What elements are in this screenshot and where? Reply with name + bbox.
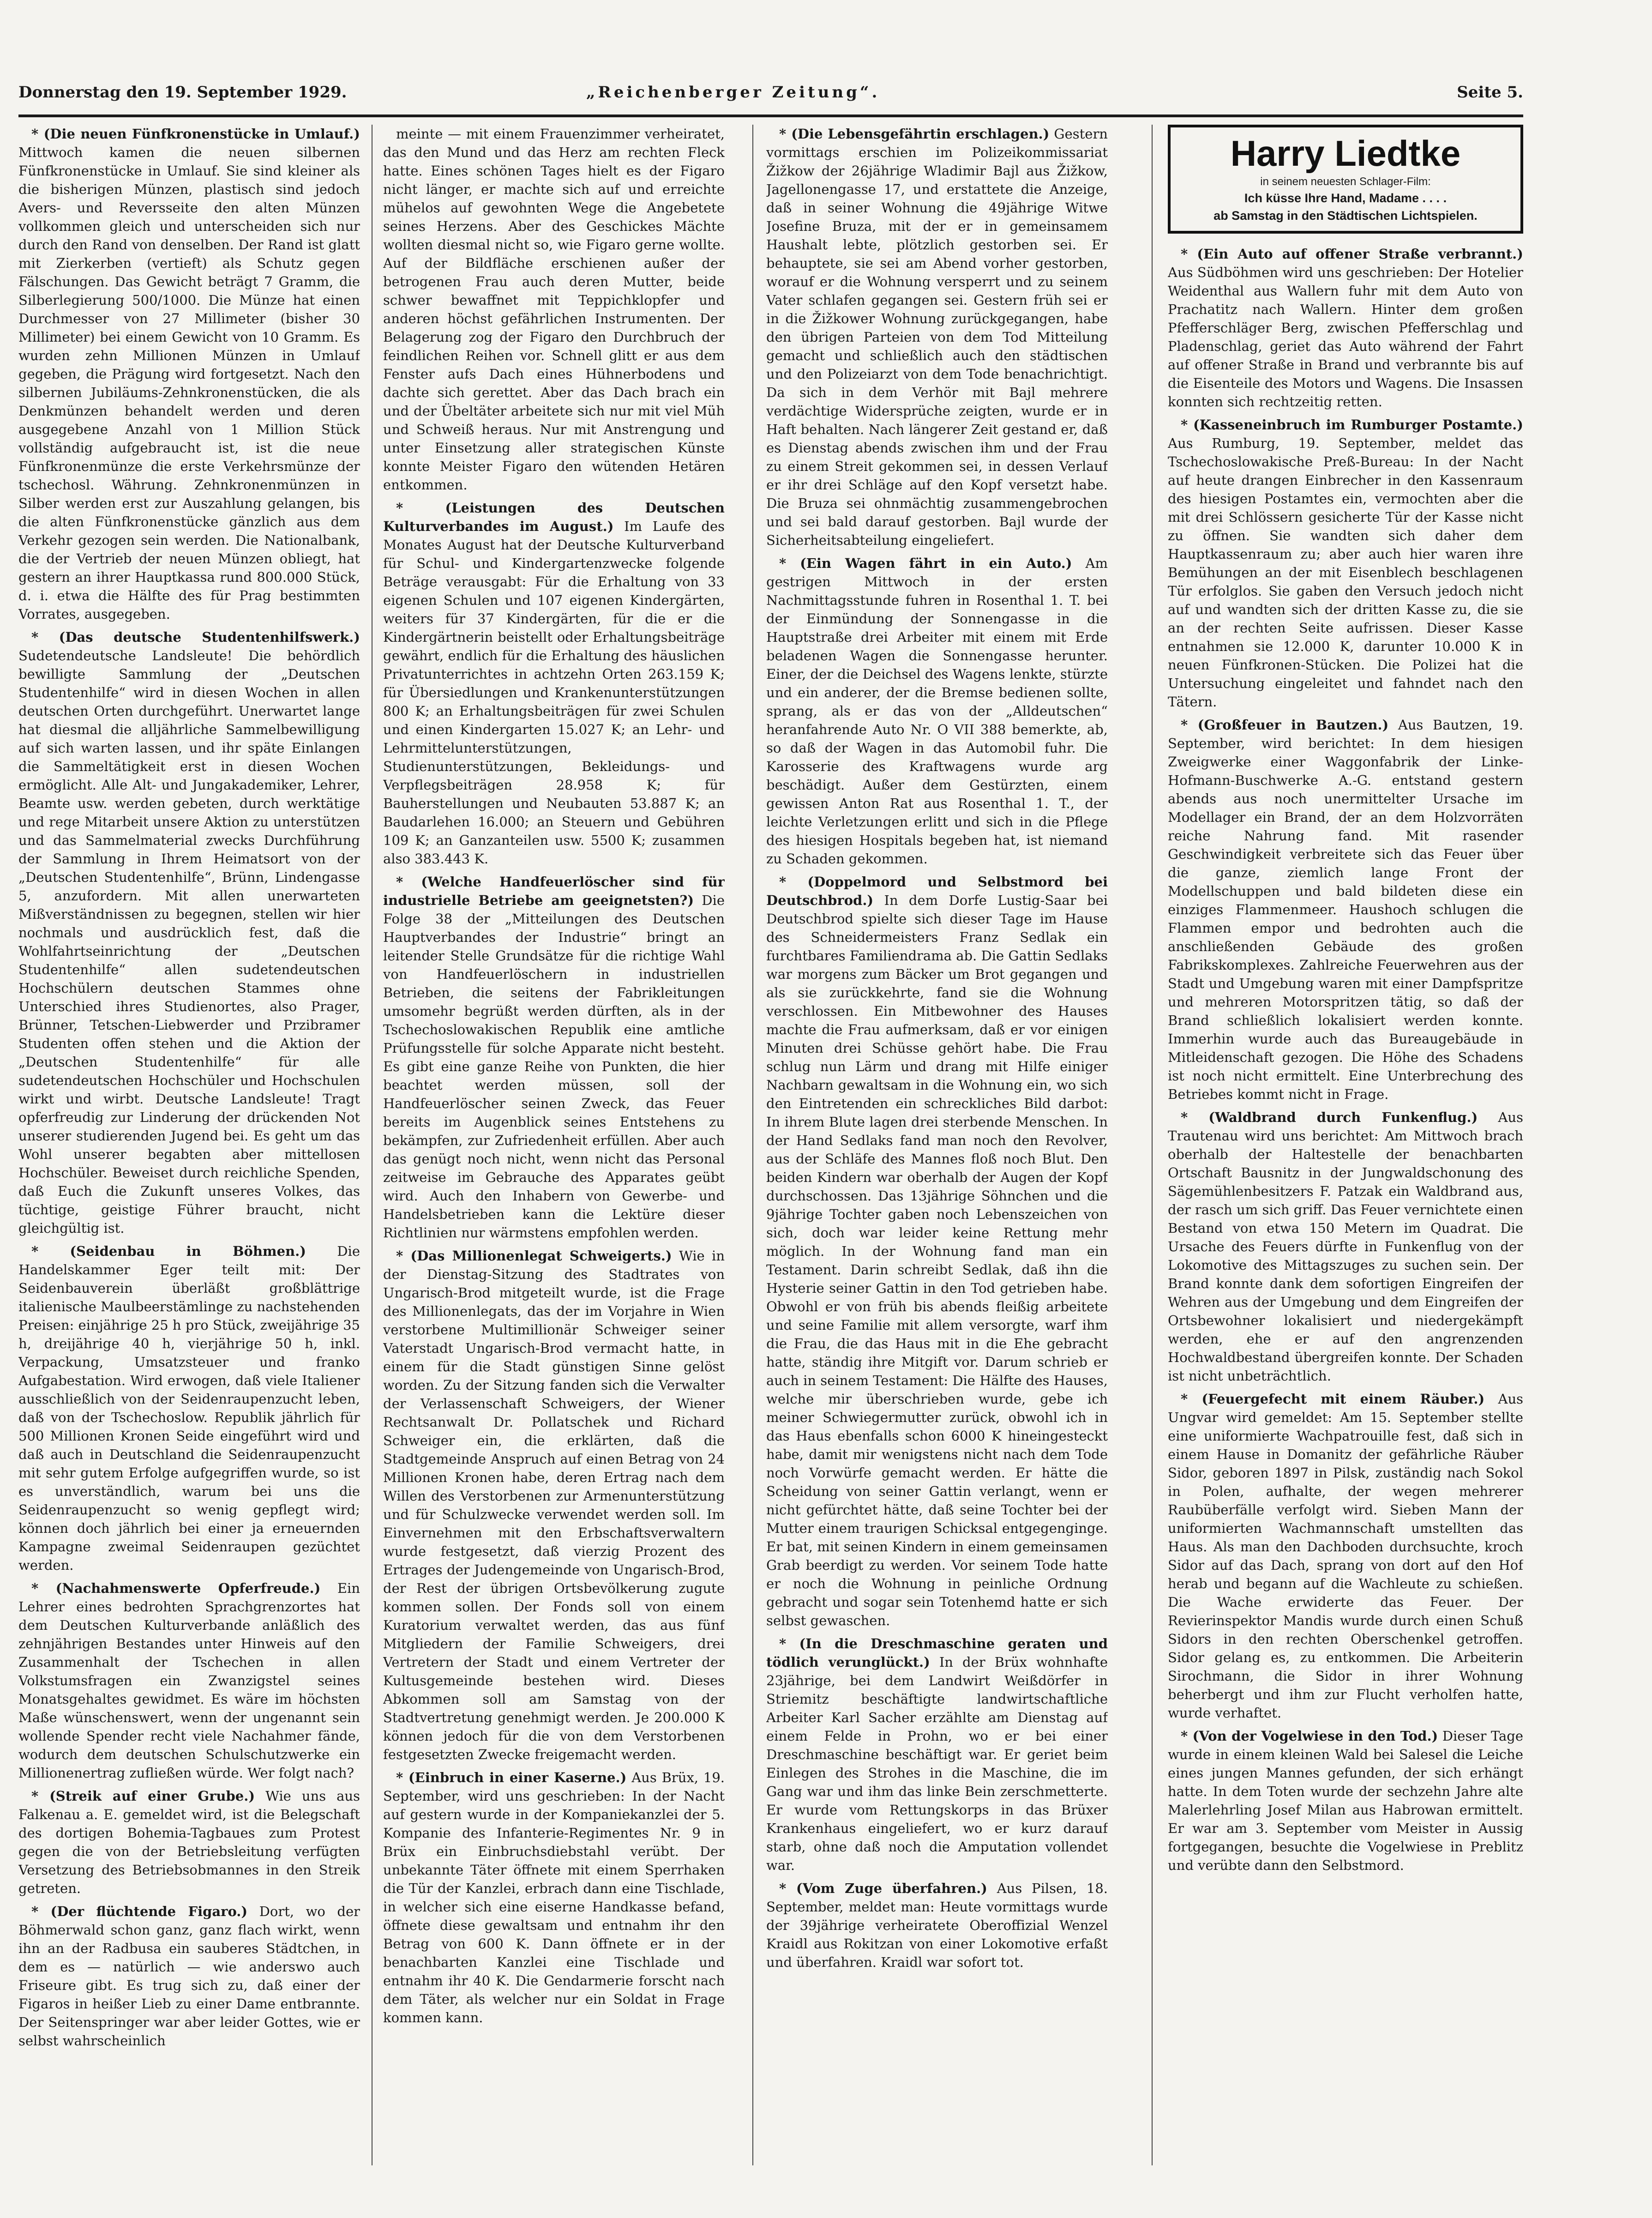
article bbox=[1168, 245, 1523, 411]
ad-subtitle: in seinem neuesten Schlager-Film: bbox=[1260, 175, 1431, 188]
page-header bbox=[18, 83, 1523, 111]
article-headline: * (Kasseneinbruch im Rumburger Postamte.) bbox=[1181, 417, 1523, 433]
article-body: Aus Brüx, 19. September, wird uns geschrieben: In der Nacht auf gestern wurde in der Kompaniekanzlei der 5. Kompanie des Infanterie-Regimentes Nr. 9 in Brüx ein Einbruchsdiebstahl verübt. Der unbekannte Täter öffnete mit einem Sperrhaken die Tür der Kanzlei, erbrach dann eine Tischlade, in welcher sich eine eiserne Handkasse befand, öffnete diese gewaltsam und entnahm ihr den Betrag von 600 K. Dann öffnete er in der benachbarten Kanzlei eine Tischlade und entnahm ihr 40 K. Die Gendarmerie forscht nach dem Täter, als welcher nur ein Soldat in Frage kommen kann. bbox=[383, 1770, 725, 2025]
article-body: Im Laufe des Monates August hat der Deutsche Kulturverband für Schul- und Kindergartenzwecke folgende Beträge verausgabt: Für die Erhaltung von 33 eigenen Schulen und 107 eigenen Kindergärten, weiters für 37 Kindergärten, für die er die Kindergärtnerin beistellt oder Erhaltungsbeiträge gewährt, endlich für die Erhaltung des häuslichen Privatunterrichtes in achtzehn Orten 263.159 K; für Übersiedlungen und Krankenunterstützungen 800 K; an Erhaltungsbeiträgen für zwei Schulen und einen Kindergarten 15.027 K; an Lehr- und Lehrmittelunterstützungen, Studienunterstützungen, Bekleidungs- und Verpflegsbeiträgen 28.958 K; für Bauherstellungen und Neubauten 53.887 K; an Baudarlehen 16.000; an Steuern und Gebühren 109 K; an Ganzanteilen usw. 5500 K; zusammen also 383.443 K. bbox=[383, 518, 725, 867]
article-headline: * (Die neuen Fünfkronenstücke in Umlauf.) bbox=[31, 126, 360, 142]
article bbox=[1168, 1108, 1523, 1385]
ad-showtime: ab Samstag in den Städtischen Lichtspielen. bbox=[1213, 209, 1478, 223]
article bbox=[766, 125, 1108, 549]
article bbox=[383, 125, 725, 494]
article bbox=[18, 1579, 360, 1782]
article-headline: * (Doppelmord und Selbstmord bei Deutschbrod.) bbox=[766, 874, 1108, 908]
article-body: Gestern vormittags erschien im Polizeikommissariat Žižkow der 26jährige Wladimir Bajl aus Žižkow, Jagellonengasse 17, und erstattete die Anzeige, daß in seiner Wohnung die 49jährige Witwe Josefine Bruza, mit der er in gemeinsamem Haushalt lebte, plötzlich gestorben sei. Er behauptete, sie sei am Abend vorher gestorben, worauf er die Wohnung versperrt und zu seinem Vater schlafen gegangen sei. Gestern früh sei er in die Žižkower Wohnung zurückgegangen, habe den übrigen Parteien von dem Tod Mitteilung gemacht und schließlich auch den städtischen und den Polizeiarzt von dem Tode benachrichtigt. Da sich in dem Verhör mit Bajl mehrere verdächtige Widersprüche zeigten, wurde er in Haft behalten. Nach längerer Zeit gestand er, daß es Dienstag abends zwischen ihm und der Frau zu einem Streit gekommen sei, in dessen Verlauf er ihr drei Schläge auf den Kopf versetzt habe. Die Bruza sei ohnmächtig zusammengebrochen und sei bald darauf gestorben. Bajl wurde der Sicherheitsabteilung eingeliefert. bbox=[766, 126, 1108, 548]
article bbox=[766, 1634, 1108, 1874]
article-body: Aus Ungvar wird gemeldet: Am 15. September stellte eine uniformierte Wachpatrouille fest, daß sich in einem Hause in Domanitz der gefährliche Räuber Sidor, geboren 1897 in Pilsk, zuständig nach Sokol in Polen, aufhalte, der wegen mehrerer Raubüberfälle verfolgt wird. Sieben Mann der uniformierten Wachmannschaft umstellten das Haus. Als man den Dachboden durchsuchte, kroch Sidor auf das Dach, sprang von dort auf den Hof herab und begann auf die Wachleute zu schießen. Die Wache erwiderte das Feuer. Der Revierinspektor Mandis wurde durch einen Schuß Sidors in den rechten Oberschenkel getroffen. Sidor gelang es, zu entkommen. Die Arbeiterin Sirochmann, die Sidor in ihrer Wohnung beherbergt und ihm zur Flucht verholfen hatte, wurde verhaftet. bbox=[1168, 1391, 1523, 1721]
article-body: In der Brüx wohnhafte 23jährige, bei dem Landwirt Weißdörfer in Striemitz beschäftigte landwirtschaftliche Arbeiter Karl Sacher erzählte am Dienstag auf einem Felde in Prohn, wo er bei einer Dreschmaschine beschäftigt war. Er geriet beim Einlegen des Strohes in die Maschine, die im Gang war und ihm das linke Bein zerschmetterte. Er wurde vom Rettungskorps in das Brüxer Krankenhaus eingeliefert, wo er kurz darauf starb, ohne daß noch die Amputation vollendet war. bbox=[766, 1654, 1108, 1873]
article bbox=[383, 499, 725, 868]
article-headline: * (In die Dreschmaschine geraten und tödlich verunglückt.) bbox=[766, 1636, 1108, 1670]
column-divider bbox=[752, 125, 753, 2165]
article-body: Wie uns aus Falkenau a. E. gemeldet wird, ist die Belegschaft des dortigen Bohemia-Tagbaues zum Protest gegen die von der Betriebsleitung verfügten Versetzung des Betriebsobmannes in den Streik getreten. bbox=[18, 1788, 360, 1896]
article bbox=[18, 125, 360, 623]
column-4-articles bbox=[1168, 245, 1523, 1874]
column-divider bbox=[1152, 125, 1153, 2165]
article bbox=[383, 873, 725, 1242]
article-body: Dieser Tage wurde in einem kleinen Wald bei Salesel die Leiche eines jungen Mannes gefunden, der sich erhängt hatte. In dem Toten wurde der sechzehn Jahre alte Malerlehrling Josef Milan aus Habrowan ermittelt. Er war am 3. September vom Meister in Aussig fortgegangen, besuchte die Vogelwiese in Preblitz und verübte dann den Selbstmord. bbox=[1168, 1728, 1523, 1873]
article-headline: * (Seidenbau in Böhmen.) bbox=[31, 1243, 306, 1259]
article bbox=[1168, 1727, 1523, 1874]
column-3 bbox=[766, 125, 1108, 2165]
article bbox=[18, 1902, 360, 2050]
article-body: Aus Bautzen, 19. September, wird berichtet: In dem hiesigen Zweigwerke einer Waggonfabrik der Linke-Hofmann-Buschwerke A.-G. entstand gestern abends aus noch unermittelter Ursache im Modellager ein Brand, der an dem Holzvorräten reiche Nahrung fand. Mit rasender Geschwindigkeit verbreitete sich das Feuer über die ganze, ziemlich lange Front der Modellschuppen und bald bildeten diese ein einziges Flammenmeer. Haushoch schlugen die Flammen empor und bedrohten auch die anschließenden Gebäude des großen Fabrikskomplexes. Zahlreiche Feuerwehren aus der Stadt und Umgebung waren mit einer Dampfspritze und mehreren Motorspritzen tätig, so daß der Brand schließlich lokalisiert werden konnte. Immerhin wurde auch das Bureaugebäude in Mitleidenschaft gezogen. Die Höhe des Schadens ist noch nicht ermittelt. Eine Unterbrechung des Betriebes kommt nicht in Frage. bbox=[1168, 717, 1523, 1102]
article-body: Sudetendeutsche Landsleute! Die behördlich bewilligte Sammlung der „Deutschen Studentenhilfe“ wird in diesen Wochen in allen deutschen Orten durchgeführt. Unerwartet lange hat diesmal die alljährliche Sammelbewilligung auf sich warten lassen, und ihr späte Einlangen die Sammeltätigkeit erst in diesen Wochen ermöglicht. Alle Alt- und Jungakademiker, Lehrer, Beamte usw. werden gebeten, durch werktätige und rege Mitarbeit unsere Aktion zu unterstützen und das Sammelmaterial zwecks Durchführung der Sammlung in Ihrem Heimatsort von der „Deutschen Studentenhilfe“, Brünn, Lindengasse 5, anzufordern. Mit allen unerwarteten Mißverständnissen zu begegnen, stellen wir hier nochmals und ausdrücklich fest, daß die Wohlfahrtseinrichtung der „Deutschen Studentenhilfe“ allen sudetendeutschen Hochschülern deutschen Stammes ohne Unterschied ihres Studienortes, also Prager, Brünner, Tetschen-Liebwerder und Przibramer Studenten offen stehen und die Aktion der „Deutschen Studentenhilfe“ für alle sudetendeutschen Hochschüler und Hochschulen wirkt und wirbt. Deutsche Landsleute! Tragt opferfreudig zur Linderung der drückenden Not unserer studierenden Jugend bei. Es geht um das Wohl unserer begabten aber mittellosen Hochschüler. Beweiset durch reichliche Spenden, daß Euch die Zukunft unseres Volkes, das tüchtige, geistige Führer braucht, nicht gleichgültig ist. bbox=[18, 648, 360, 1236]
header-paper-name: „Reichenberger Zeitung“. bbox=[586, 83, 880, 102]
article-headline: * (Waldbrand durch Funkenflug.) bbox=[1181, 1109, 1478, 1125]
article-headline: * (Vom Zuge überfahren.) bbox=[779, 1880, 987, 1896]
article bbox=[18, 1242, 360, 1574]
article bbox=[1168, 716, 1523, 1103]
article-headline: * (Von der Vogelwiese in den Tod.) bbox=[1181, 1728, 1438, 1744]
header-rule bbox=[18, 115, 1523, 117]
newspaper-page bbox=[18, 28, 1597, 2188]
article bbox=[766, 554, 1108, 868]
article-body: Aus Pilsen, 18. September, meldet man: Heute vormittags wurde der 39jährige verheiratete Oberoffizial Wenzel Kraidl aus Rokitzan von einer Lokomotive erfaßt und überfahren. Kraidl war sofort tot. bbox=[766, 1880, 1108, 1970]
article-headline: * (Ein Wagen fährt in ein Auto.) bbox=[779, 555, 1072, 571]
article-body: Ein Lehrer eines bedrohten Sprachgrenzortes hat dem Deutschen Kulturverbande anläßlich des zehnjährigen Bestandes unter Hinweis auf den Zusammenhalt der Tschechen in allen Volkstumsfragen ein Zwanzigstel seines Monatsgehaltes gewidmet. Es wäre im höchsten Maße wünschenswert, wenn der ungenannt sein wollende Spender recht viele Nachahmer fände, wodurch dem deutschen Schulschutzwerke ein Millionenertrag zufließen würde. Wer folgt nach? bbox=[18, 1580, 360, 1781]
article bbox=[18, 628, 360, 1237]
column-2 bbox=[383, 125, 725, 2165]
article-body: Aus Südböhmen wird uns geschrieben: Der Hotelier Weidenthal aus Wallern fuhr mit dem Auto von Prachatitz nach Wallern. Hinter dem großen Pfefferschläger Berg, zwischen Pfefferschlag und Pladenschlag, geriet das Auto während der Fahrt auf offener Straße in Brand und verbrannte bis auf die Eisenteile des Motors und Wagens. Die Insassen konnten sich rechtzeitig retten. bbox=[1168, 265, 1523, 410]
article-body: Aus Rumburg, 19. September, meldet das Tschechoslowakische Preß-Bureau: In der Nacht auf heute drangen Einbrecher in den Kassenraum des hiesigen Postamtes ein, vermochten aber die mit drei Schlössern gesicherte Tür der Kasse nicht zu öffnen. Sie wandten sich daher dem Hauptkassenraum zu; aber auch hier waren ihre Bemühungen an der mit Eisenblech beschlagenen Tür erfolglos. Sie gaben den Versuch jedoch nicht auf und wandten sich der dritten Kasse zu, die sie an der rechten Seite aufrissen. Dieser Kasse entnahmen sie 12.000 K, darunter 10.000 K in neuen Fünfkronen-Stücken. Die Polizei hat die Untersuchung eingeleitet und fahndet nach den Tätern. bbox=[1168, 435, 1523, 710]
article-headline: * (Feuergefecht mit einem Räuber.) bbox=[1181, 1391, 1485, 1407]
article-body: meinte — mit einem Frauenzimmer verheiratet, das den Mund und das Herz am rechten Fleck hatte. Eines schönen Tages hielt es der Figaro nicht länger, er machte sich auf und erreichte mühelos auf gewohnten Wege die Angebetete seines Herzens. Aber des Geschickes Mächte wollten diesmal nicht so, wie Figaro gerne wollte. Auf der Bildfläche erschienen außer der betrogenen Frau auch deren Mutter, beide schwer bewaffnet mit Teppichklopfer und anderen höchst gefährlichen Instrumenten. Der Belagerung zog der Figaro den Durchbruch der feindlichen Reihen vor. Schnell glitt er aus dem Fenster aufs Dach eines Hühnerbodens und dachte sich gerettet. Aber das Dach brach ein und der Übeltäter arbeitete sich nur mit viel Müh und Schweiß heraus. Nur mit Anstrengung und unter Einsetzung aller strategischen Künste konnte Meister Figaro den wütenden Hetären entkommen. bbox=[383, 126, 725, 493]
ad-actor-name: Harry Liedtke bbox=[1230, 133, 1461, 174]
article-body: Wie in der Dienstag-Sitzung des Stadtrates von Ungarisch-Brod mitgeteilt wurde, ist die Frage des Millionenlegats, das der im Vorjahre in Wien verstorbene Multimillionär Schweiger seiner Vaterstadt Ungarisch-Brod vermacht hatte, in einem für die Stadt günstigen Sinne gelöst worden. Zu der Sitzung fanden sich die Verwalter der Verlassenschaft Schweigers, der Wiener Rechtsanwalt Dr. Pollatschek und Richard Schweiger ein, die erklärten, daß die Stadtgemeinde Anspruch auf einen Betrag von 24 Millionen Kronen habe, deren Ertrag nach dem Willen des Verstorbenen zur Armenunterstützung und für Schulzwecke verwendet werden soll. Im Einvernehmen mit den Erbschaftsverwaltern wurde festgesetzt, daß vierzig Prozent des Ertrages der Judengemeinde von Ungarisch-Brod, der Rest der übrigen Ortsbevölkerung zugute kommen sollen. Der Fonds soll von einem Kuratorium verwaltet werden, das aus fünf Mitgliedern der Familie Schweigers, drei Vertretern der Stadt und einem Vertreter der Kultusgemeinde bestehen wird. Dieses Abkommen soll am Samstag von der Stadtvertretung genehmigt werden. Je 200.000 K können jedoch für die von dem Verstorbenen festgesetzten Zwecke freigemacht werden. bbox=[383, 1248, 725, 1762]
article-headline: * (Das Millionenlegat Schweigerts.) bbox=[396, 1248, 672, 1264]
article-body: Am gestrigen Mittwoch in der ersten Nachmittagsstunde fuhren in Rosenthal 1. T. bei der Einmündung der Sonnengasse in die Hauptstraße drei Arbeiter mit einem mit Erde beladenen Wagen die Sonnengasse herunter. Einer, der die Deichsel des Wagens lenkte, stürzte und ein anderer, der die Bremse bedienen sollte, sprang, als er das von der „Alldeutschen“ heranfahrende Auto Nr. O VII 388 bemerkte, ab, so daß der Wagen in das Automobil fuhr. Die Karosserie des Kraftwagens wurde arg beschädigt. Außer dem Gestürzten, einem gewissen Anton Rat aus Rosenthal 1. T., der leichte Verletzungen erlitt und sich in die Pflege des hiesigen Hospitals begeben hat, ist niemand zu Schaden gekommen. bbox=[766, 555, 1108, 867]
article bbox=[1168, 416, 1523, 711]
article-body: In dem Dorfe Lustig-Saar bei Deutschbrod spielte sich dieser Tage im Hause des Schneidermeisters Franz Sedlak ein furchtbares Familiendrama ab. Die Gattin Sedlaks war morgens zum Bäcker um Brot gegangen und als sie zurückkehrte, fand sie die Wohnung verschlossen. Ein Mitbewohner des Hauses machte die Frau aufmerksam, daß er vor einigen Minuten drei Schüsse gehört habe. Die Frau schlug nun Lärm und drang mit Hilfe einiger Nachbarn gewaltsam in die Wohnung ein, wo sich den Eintretenden ein schreckliches Bild darbot: In ihrem Blute lagen drei sterbende Menschen. In der Hand Sedlaks fand man noch den Revolver, aus der Schläfe des Mannes floß noch Blut. Den beiden Kindern war oberhalb der Augen der Kopf durchschossen. Das 13jährige Söhnchen und die 9jährige Tochter gaben noch Lebenszeichen von sich, doch war leider keine Rettung mehr möglich. In der Wohnung fand man ein Testament. Darin schreibt Sedlak, daß ihn die Hysterie seiner Gattin in den Tod getrieben habe. Obwohl er von früh bis abends fleißig arbeitete und seine Familie mit allem versorgte, warf ihm die Frau, die das Haus mit in die Ehe gebracht hatte, ständig ihre Mitgift vor. Darum schrieb er auch in seinem Testament: Die Hälfte des Hauses, welche mir überschrieben wurde, gebe ich meiner Schwiegermutter zurück, obwohl ich in das Haus ebenfalls schon 6000 K hineingesteckt habe, damit mir wenigstens nicht nach dem Tode noch Vorwürfe gemacht werden. Er hätte die Scheidung von seiner Gattin verlangt, wenn er nicht gefürchtet hätte, daß seine Tochter bei der Mutter einem traurigen Schicksal entgegenginge. Er bat, mit seinen Kindern in einem gemeinsamen Grab beerdigt zu werden. Vor seinem Tode hatte er noch die Wohnung in peinliche Ordnung gebracht und sogar sein Totenhemd hatte er sich selbst gewaschen. bbox=[766, 892, 1108, 1628]
article-body: Dort, wo der Böhmerwald schon ganz, ganz flach wirkt, wenn ihn an der Radbusa ein sauberes Städtchen, in dem es — natürlich — wie anderswo auch Friseure gibt. Es trug sich zu, daß einer der Figaros in heißer Lieb zu einer Dame entbrannte. Der Seitenspringer war aber leider Gottes, wie er selbst wahrscheinlich bbox=[18, 1904, 360, 2049]
column-4 bbox=[1168, 125, 1523, 2165]
article-body: Die Handelskammer Eger teilt mit: Der Seidenbauverein überläßt großblättrige italienische Maulbeerstämlinge zu nachstehenden Preisen: einjährige 25 h pro Stück, zweijährige 35 h, dreijährige 40 h, vierjährige 50 h, inkl. Verpackung, Umsatzsteuer und franko Aufgabestation. Wird erwogen, daß viele Italiener ausschließlich von der Seidenraupenzucht leben, daß von der Tschechoslow. Republik jährlich für 500 Millionen Kronen Seide eingeführt wird und daß auch in Deutschland die Seidenraupenzucht mit sehr gutem Erfolge aufgegriffen wurde, so ist es unverständlich, warum bei uns die Seidenraupenzucht so wenig gepflegt wird; können doch jährlich bei einer ja erneuernden Kampagne zweimal Seidenraupen gezüchtet werden. bbox=[18, 1243, 360, 1573]
article bbox=[1168, 1390, 1523, 1722]
article bbox=[18, 1787, 360, 1898]
film-advertisement bbox=[1168, 125, 1523, 234]
article-headline: * (Ein Auto auf offener Straße verbrannt.) bbox=[1181, 246, 1523, 262]
article-headline: * (Einbruch in einer Kaserne.) bbox=[396, 1770, 627, 1785]
article-headline: * (Großfeuer in Bautzen.) bbox=[1181, 717, 1389, 733]
article-body: Mittwoch kamen die neuen silbernen Fünfkronenstücke in Umlauf. Sie sind kleiner als die bisherigen Münzen, plastisch sind jedoch Avers- und Reversseite den alten Münzen vollkommen gleich und unterscheiden sich nur durch den Rand von denselben. Der Rand ist glatt mit Zierkerben (vertieft) als Schutz gegen Fälschungen. Das Gewicht beträgt 7 Gramm, die Silberlegierung 500/1000. Die Münze hat einen Durchmesser von 27 Millimeter (bisher 30 Millimeter) bei einem Gewicht von 10 Gramm. Es wurden zehn Millionen Münzen in Umlauf gegeben, die Prägung wird fortgesetzt. Nach den silbernen Jubiläums-Zehnkronenstücken, die als Denkmünzen behandelt werden und deren ausgegebene Anzahl von 1 Million Stück vollständig aufgebraucht ist, ist die neue Fünfkronenmünze die erste Verkehrsmünze der tschechosl. Währung. Zehnkronenmünzen in Silber werden erst zur Auszahlung gelangen, bis die alten Fünfkronenstücke gänzlich aus dem Verkehr gezogen sein werden. Die Nationalbank, die der Vertrieb der neuen Münzen obliegt, hat gestern an ihrer Hauptkassa rund 800.000 Stück, d. i. etwa die Hälfte des für Prag bestimmten Vorrates, ausgegeben. bbox=[18, 145, 360, 622]
article-headline: * (Nachahmenswerte Opferfreude.) bbox=[31, 1580, 321, 1596]
header-page-number: Seite 5. bbox=[1457, 83, 1523, 102]
header-date: Donnerstag den 19. September 1929. bbox=[18, 83, 347, 102]
article bbox=[766, 873, 1108, 1630]
article-headline: * (Welche Handfeuerlöscher sind für industrielle Betriebe am geeignetsten?) bbox=[383, 874, 725, 908]
article bbox=[383, 1247, 725, 1764]
ad-film-title: Ich küsse Ihre Hand, Madame . . . . bbox=[1244, 191, 1447, 205]
article bbox=[766, 1879, 1108, 1971]
article-headline: * (Das deutsche Studentenhilfswerk.) bbox=[31, 629, 360, 645]
article-headline: * (Leistungen des Deutschen Kulturverbandes im August.) bbox=[383, 500, 725, 534]
article-headline: * (Streik auf einer Grube.) bbox=[31, 1788, 255, 1804]
article-headline: * (Der flüchtende Figaro.) bbox=[31, 1904, 248, 1919]
article bbox=[383, 1768, 725, 2027]
article-body: Die Folge 38 der „Mitteilungen des Deutschen Hauptverbandes der Industrie“ bringt an leitender Stelle Grundsätze für die richtige Wahl von Handfeuerlöschern in industriellen Betrieben, die seitens der Fabrikleitungen umsomehr begrüßt werden dürften, als in der Tschechoslowakischen Republik eine amtliche Prüfungsstelle für solche Apparate nicht besteht. Es gibt eine ganze Reihe von Punkten, die hier beachtet werden müssen, soll der Handfeuerlöscher seinen Zweck, das Feuer bereits im Augenblick seines Entstehens zu bekämpfen, zur Zufriedenheit erfüllen. Aber auch das genügt noch nicht, wenn nicht das Personal zeitweise im Gebrauche des Apparates geübt wird. Auch den Inhabern von Gewerbe- und Handelsbetrieben kann die Lektüre dieser Richtlinien nur wärmstens empfohlen werden. bbox=[383, 892, 725, 1241]
article-headline: * (Die Lebensgefährtin erschlagen.) bbox=[779, 126, 1050, 142]
column-1 bbox=[18, 125, 360, 2165]
article-body: Aus Trautenau wird uns berichtet: Am Mittwoch brach oberhalb der Haltestelle der benachbarten Ortschaft Bausnitz in der Jungwaldschonung des Sägemühlenbesitzers F. Patzak ein Waldbrand aus, der rasch um sich griff. Das Feuer vernichtete einen Bestand von etwa 150 Metern im Quadrat. Die Ursache des Feuers dürfte in Funkenflug von der Lokomotive des Mittagszuges zu suchen sein. Der Brand konnte dank dem sofortigen Eingreifen der Wehren aus der Umgebung und dem Eingreifen der Ortsbewohner lokalisiert und niedergekämpft werden, ehe er auf den angrenzenden Hochwaldbestand übergreifen konnte. Der Schaden ist nicht unbeträchtlich. bbox=[1168, 1109, 1523, 1384]
